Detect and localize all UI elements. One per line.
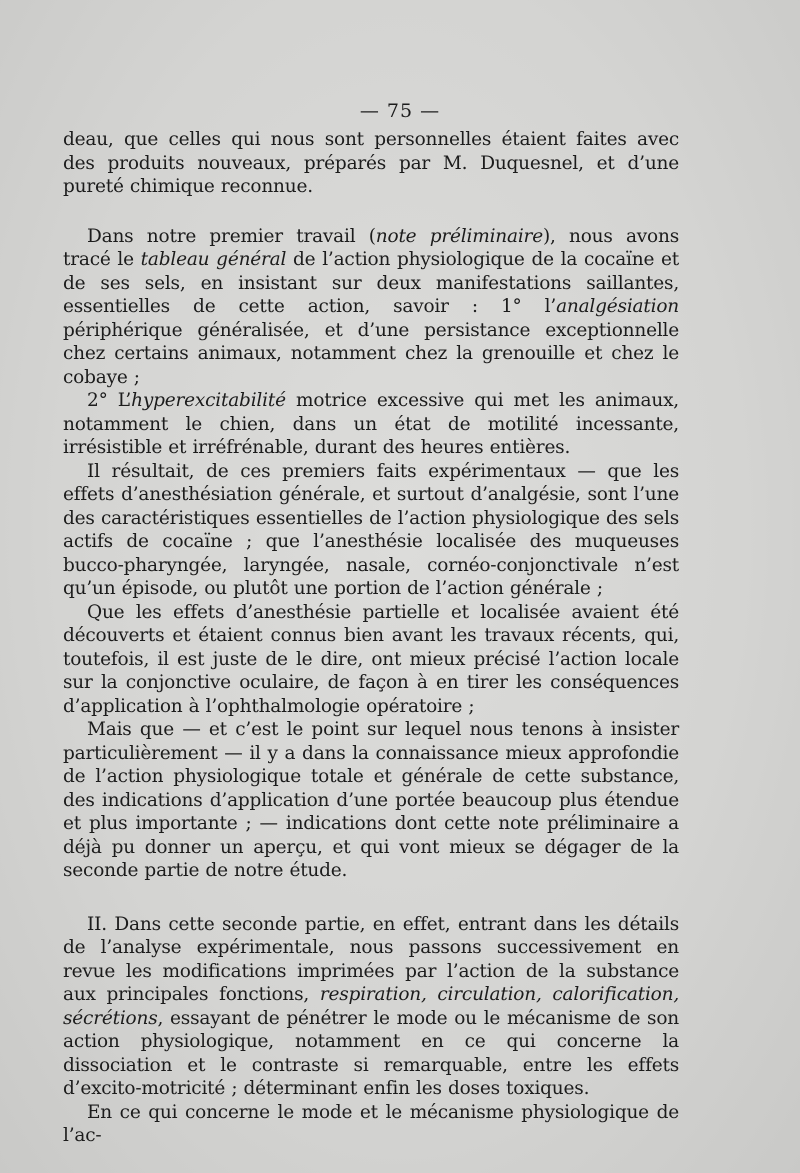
italic-text: hyperexcitabilité	[131, 390, 286, 411]
text-run: motrice excessive qui met les animaux, notamment le chien, dans un état de motilité incessante, irrésistible et irréfrénable, durant des heures entières.	[63, 390, 679, 458]
italic-text: analgésiation	[556, 296, 679, 317]
text-run: deau, que celles qui nous sont personnelles étaient faites avec des produits nouveaux, préparés par M. Duquesnel, et d’une pureté chimique reconnue.	[63, 129, 679, 197]
text-run: Que les effets d’anesthésie partielle et localisée avaient été découverts et étaient connus bien avant les travaux récents, qui, toutefois, il est juste de le dire, ont mieux précisé l’action locale sur la conjonctive oculaire, de façon à en tirer les conséquences d’application à l’ophthalmologie opératoire ;	[63, 601, 679, 717]
paragraph	[63, 913, 679, 1101]
italic-text: respiration, circulation, calorification, sécrétions	[63, 984, 680, 1029]
paragraph	[63, 389, 679, 460]
paragraph	[63, 460, 679, 601]
text-run: périphérique généralisée, et d’une persistance exceptionnelle chez certains animaux, notamment chez la grenouille et chez le cobaye ;	[63, 319, 679, 388]
text-run: En ce qui concerne le mode et le mécanisme physiologique de l’ac-	[63, 1101, 679, 1146]
paragraph	[63, 601, 679, 719]
body-text	[63, 128, 679, 1148]
text-run: 2° L’	[87, 390, 132, 411]
text-run: II. Dans cette seconde partie, en effet, entrant dans les détails de l’analyse expérimentale, nous passons successivement en revue les modifications imprimées par l’action de la substance aux principales fonctions,	[63, 913, 679, 1005]
paragraph	[63, 128, 679, 199]
text-run: de l’action physiologique de la cocaïne et de ses sels, en insistant sur deux manifestations saillantes, essentielles de cette action, savoir : 1° l’	[63, 249, 680, 317]
text-run: Mais que — et c’est le point sur lequel nous tenons à insister particulièrement — il y a dans la connaissance mieux approfondie de l’action physiologique totale et générale de cette substance, des indications d’application d’une portée beaucoup plus étendue et plus importante ; — indications dont cette note préliminaire a déjà pu donner un aperçu, et qui vont mieux se dégager de la seconde partie de notre étude.	[63, 719, 679, 881]
text-run: Il résultait, de ces premiers faits expérimentaux — que les effets d’anesthésiation générale, et surtout d’analgésie, sont l’une des caractéristiques essentielles de l’action physiologique des sels actifs de cocaïne ; que l’anesthésie localisée des muqueuses bucco-pharyngée, laryngée, nasale, cornéo-conjonctivale n’est qu’un épisode, ou plutôt une portion de l’action générale ;	[63, 460, 679, 599]
text-run: , essayant de pénétrer le mode ou le mécanisme de son action physiologique, notamment en ce qui concerne la dissociation et le contraste si remarquable, entre les effets d’excito-motricité ; déterminant enfin les doses toxiques.	[63, 1007, 679, 1099]
paragraph	[63, 225, 679, 390]
paragraph	[63, 718, 679, 883]
paragraph	[63, 1101, 679, 1148]
italic-text: note préliminaire	[375, 225, 543, 247]
italic-text: tableau général	[140, 249, 287, 270]
text-run: ), nous avons tracé le	[63, 225, 680, 270]
text-run: Dans notre premier travail (	[87, 225, 376, 247]
page-number: — 75 —	[359, 100, 441, 122]
